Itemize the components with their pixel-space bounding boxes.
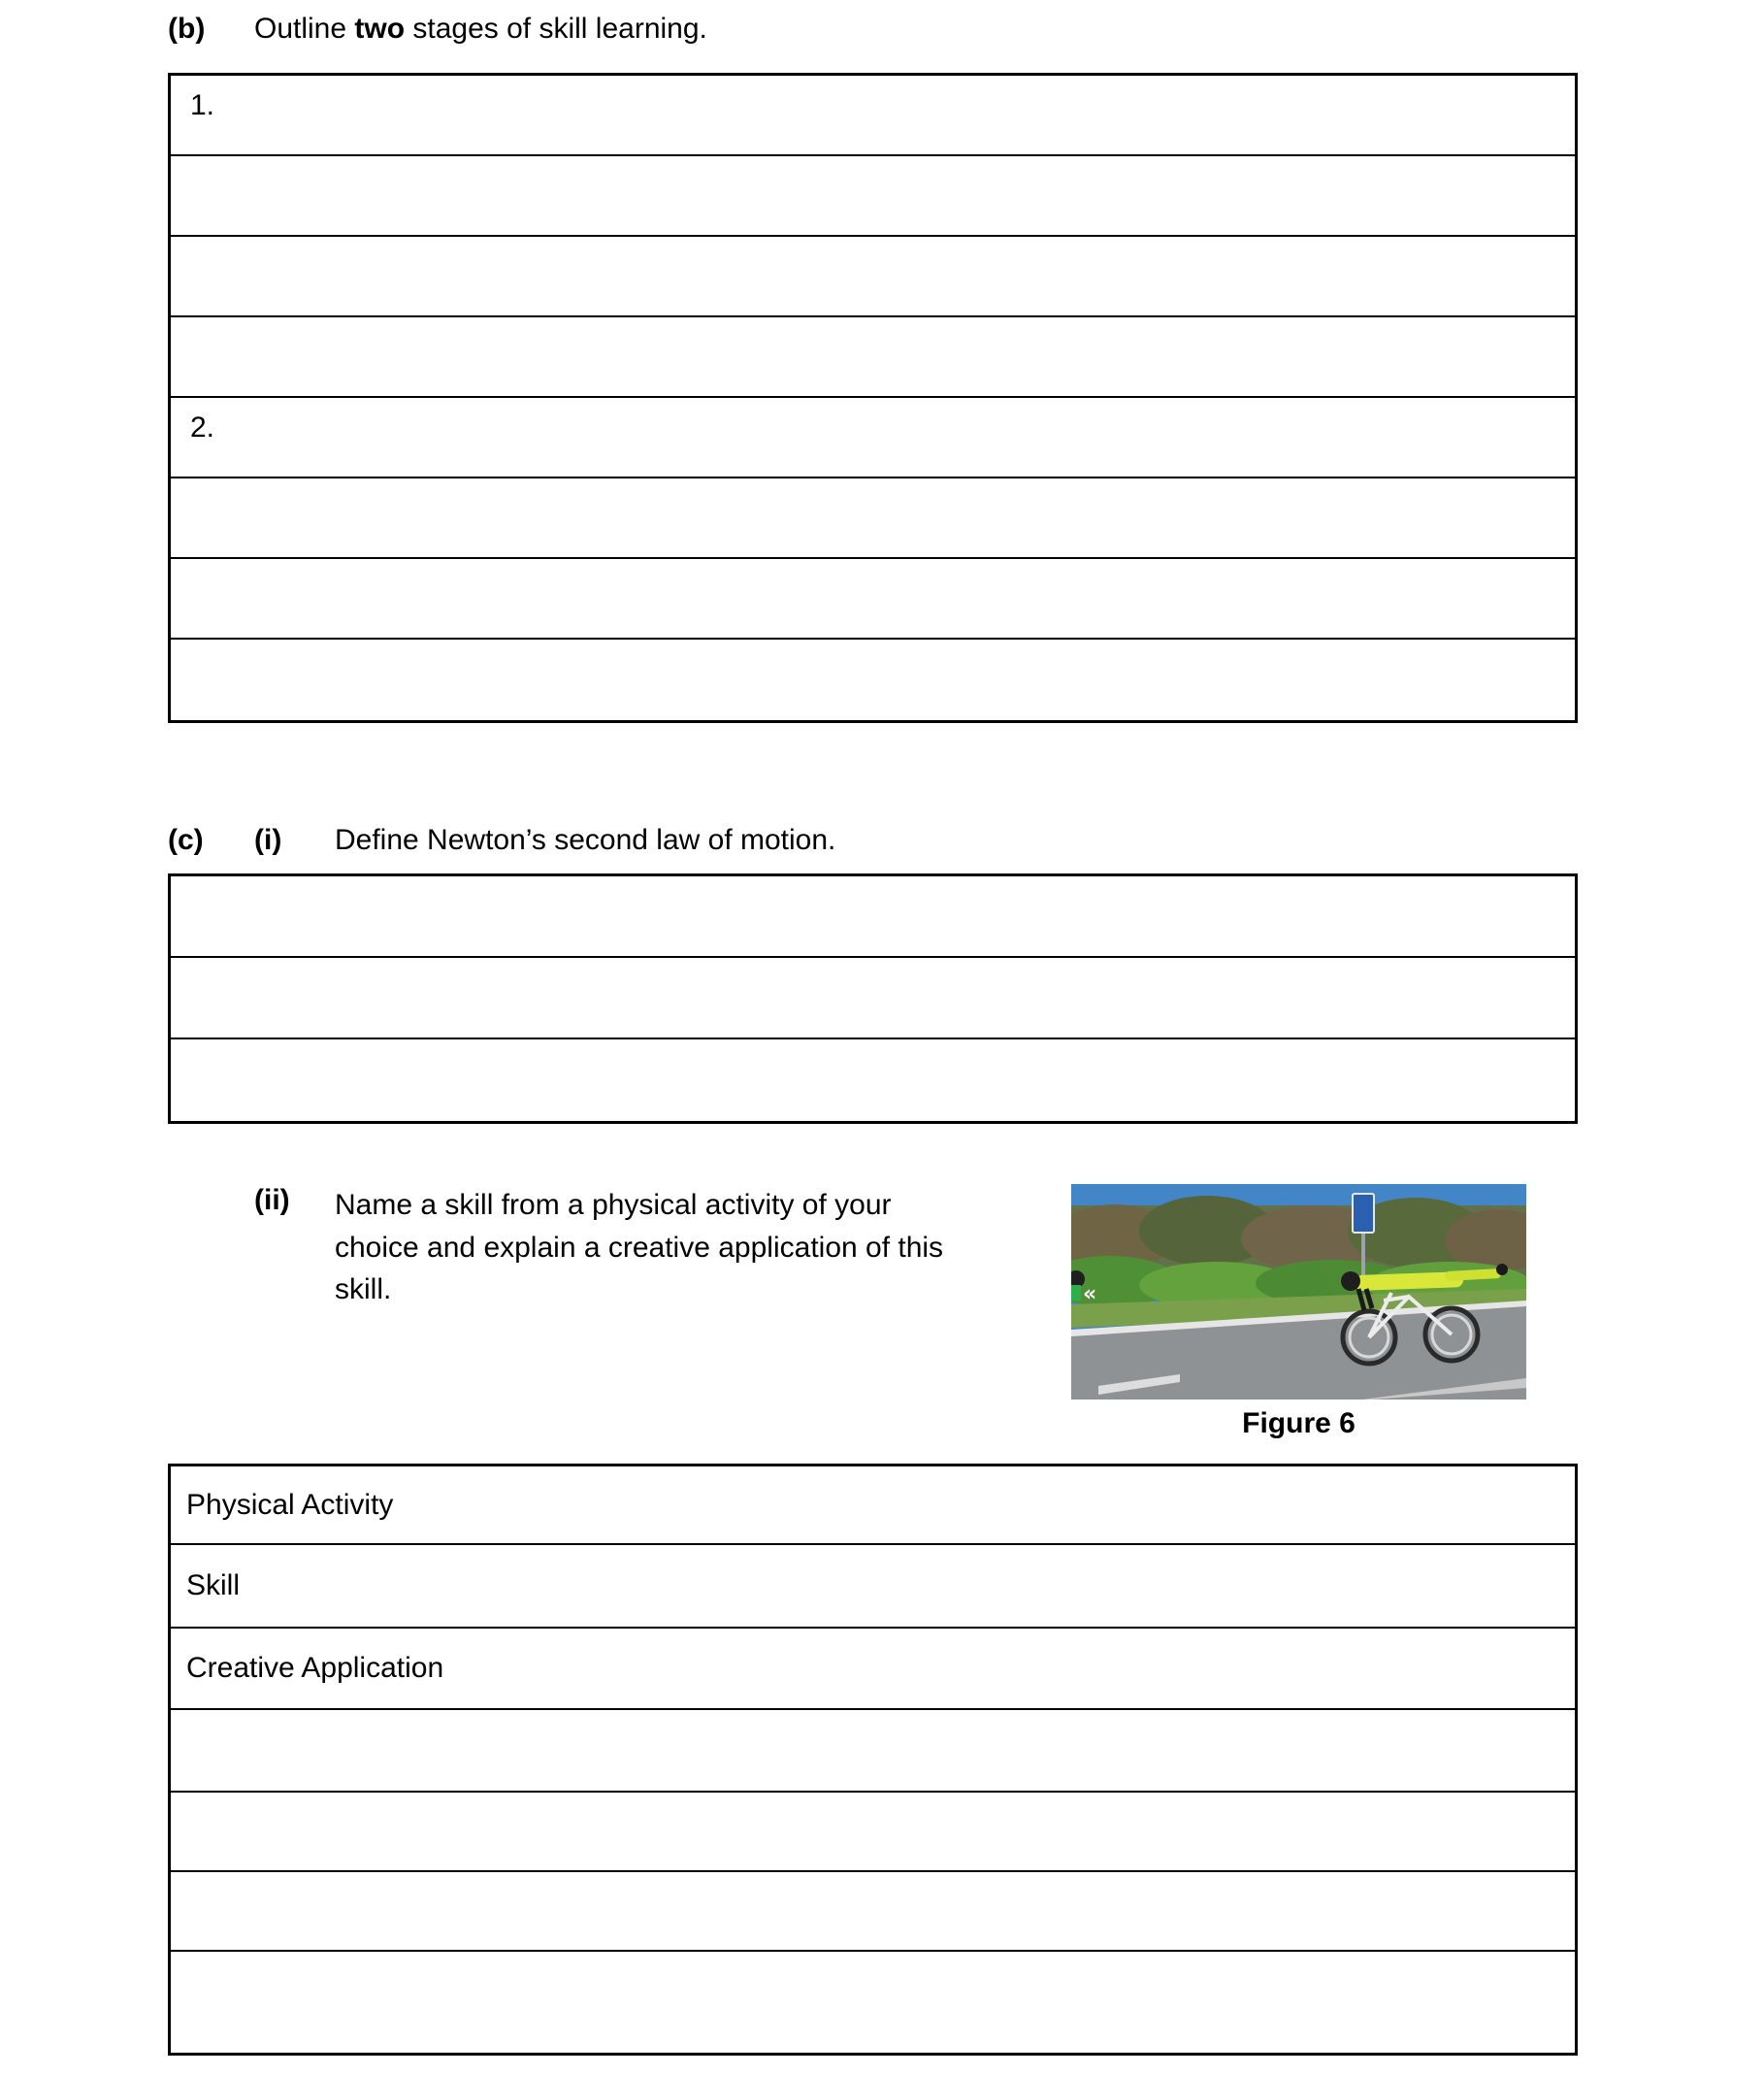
prompt-line-2: choice and explain a creative application of this [335, 1231, 944, 1264]
answer-line-4[interactable] [171, 317, 1575, 398]
question-c-ii-label: (ii) [254, 1184, 290, 1216]
svg-text:«: « [1083, 1282, 1097, 1306]
table-row-label: Skill [186, 1569, 241, 1601]
answer-line-7[interactable] [171, 559, 1575, 640]
question-c-ii-prompt [335, 1184, 1033, 1311]
question-c-header [168, 823, 1578, 858]
answer-line-2[interactable] [171, 958, 1575, 1039]
answer-line-6[interactable] [171, 478, 1575, 559]
table-answer-line-2[interactable] [171, 1793, 1575, 1872]
question-c-i-prompt: Define Newton’s second law of motion. [335, 824, 836, 856]
answer-item-2-label: 2. [190, 412, 215, 444]
question-c-label: (c) [168, 824, 204, 856]
figure-6 [1071, 1184, 1526, 1440]
prompt-line-3: skill. [335, 1273, 392, 1305]
table-answer-line-4[interactable] [171, 1952, 1575, 2053]
answer-box-question-c-i [168, 873, 1578, 1124]
question-c-ii-section [254, 1184, 1578, 1440]
table-row-label: Creative Application [186, 1652, 444, 1684]
table-row-label: Physical Activity [186, 1488, 394, 1521]
answer-line-5[interactable] [171, 398, 1575, 478]
figure-6-caption: Figure 6 [1242, 1407, 1356, 1439]
answer-line-2[interactable] [171, 156, 1575, 237]
answer-table [168, 1464, 1578, 2056]
answer-line-8[interactable] [171, 640, 1575, 720]
question-b-header [168, 12, 1578, 47]
question-b-prompt-suffix: stages of skill learning. [405, 13, 707, 45]
answer-line-1[interactable] [171, 76, 1575, 156]
question-c-i-label: (i) [254, 824, 282, 856]
prompt-line-1: Name a skill from a physical activity of your [335, 1189, 892, 1221]
answer-line-3[interactable] [171, 1039, 1575, 1121]
cyclist-superman-position-photo [1071, 1184, 1526, 1400]
figure-6-image [1071, 1184, 1526, 1400]
question-b-prompt-bold: two [354, 13, 406, 45]
question-b-label: (b) [168, 13, 206, 45]
question-b-prompt-prefix: Outline [254, 13, 355, 45]
table-row-physical-activity[interactable] [171, 1466, 1575, 1545]
table-answer-line-3[interactable] [171, 1872, 1575, 1952]
answer-line-3[interactable] [171, 237, 1575, 317]
table-row-skill[interactable] [171, 1545, 1575, 1629]
table-answer-line-1[interactable] [171, 1710, 1575, 1793]
question-b-prompt [254, 12, 707, 47]
answer-box-question-b [168, 73, 1578, 723]
answer-line-1[interactable] [171, 876, 1575, 958]
table-row-creative-application[interactable] [171, 1629, 1575, 1710]
answer-item-1-label: 1. [190, 89, 215, 121]
